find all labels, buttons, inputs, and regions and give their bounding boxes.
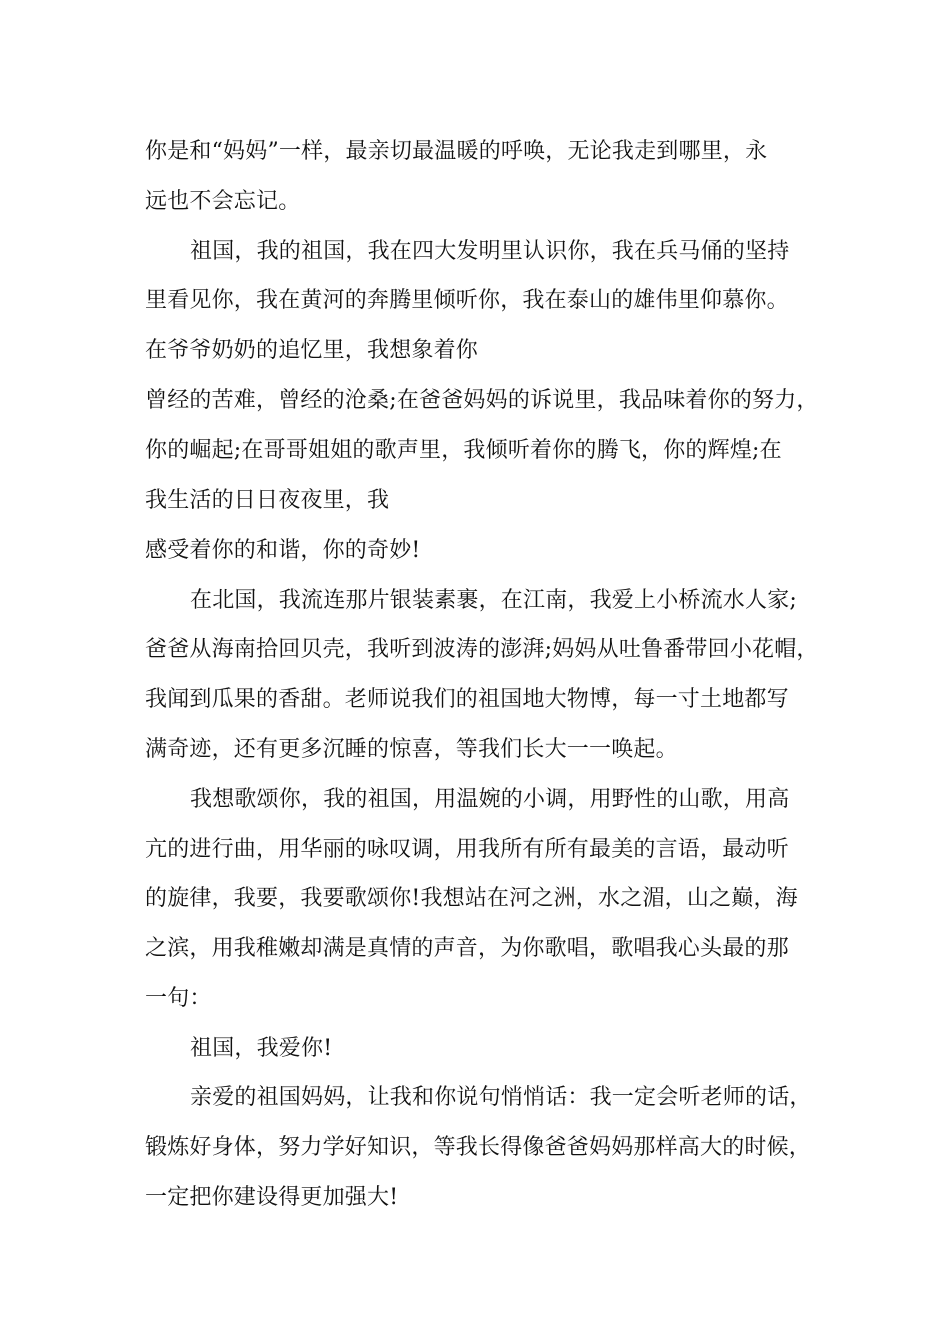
text-line: 锻炼好身体，努力学好知识，等我长得像爸爸妈妈那样高大的时候， [145, 1135, 812, 1160]
paragraph-first-line: 在北国，我流连那片银装素裹，在江南，我爱上小桥流水人家; [190, 588, 798, 613]
text-line: 的旋律，我要，我要歌颂你!我想站在河之洲，水之湄，山之巅，海 [145, 886, 798, 911]
text-line: 我生活的日日夜夜里，我 [145, 488, 390, 513]
text-line: 感受着你的和谐，你的奇妙! [145, 538, 421, 563]
text-line: 在爷爷奶奶的追忆里，我想象着你 [145, 338, 479, 363]
text-line: 爸爸从海南拾回贝壳，我听到波涛的澎湃;妈妈从吐鲁番带回小花帽， [145, 637, 819, 662]
paragraph-first-line: 祖国，我的祖国，我在四大发明里认识你，我在兵马俑的坚持 [190, 239, 790, 264]
text-line: 曾经的苦难，曾经的沧桑;在爸爸妈妈的诉说里，我品味着你的努力， [145, 388, 819, 413]
text-line: 之滨，用我稚嫩却满是真情的声音，为你歌唱，歌唱我心头最的那 [145, 936, 789, 961]
text-line: 亢的进行曲，用华丽的咏叹调，用我所有所有最美的言语，最动听 [145, 837, 789, 862]
text-line: 你是和“妈妈”一样，最亲切最温暖的呼唤，无论我走到哪里，永 [145, 139, 768, 164]
text-line: 一句： [145, 986, 212, 1011]
text-line: 一定把你建设得更加强大! [145, 1185, 399, 1210]
text-line: 里看见你，我在黄河的奔腾里倾听你，我在泰山的雄伟里仰慕你。 [145, 288, 789, 313]
paragraph-first-line: 我想歌颂你，我的祖国，用温婉的小调，用野性的山歌，用高 [190, 787, 790, 812]
paragraph-first-line: 祖国，我爱你! [190, 1036, 333, 1061]
text-line: 你的崛起;在哥哥姐姐的歌声里，我倾听着你的腾飞，你的辉煌;在 [145, 438, 782, 463]
paragraph-first-line: 亲爱的祖国妈妈，让我和你说句悄悄话：我一定会听老师的话， [190, 1085, 812, 1110]
text-line: 远也不会忘记。 [145, 189, 301, 214]
text-line: 满奇迹，还有更多沉睡的惊喜，等我们长大一一唤起。 [145, 737, 678, 762]
text-line: 我闻到瓜果的香甜。老师说我们的祖国地大物博，每一寸土地都写 [145, 687, 789, 712]
